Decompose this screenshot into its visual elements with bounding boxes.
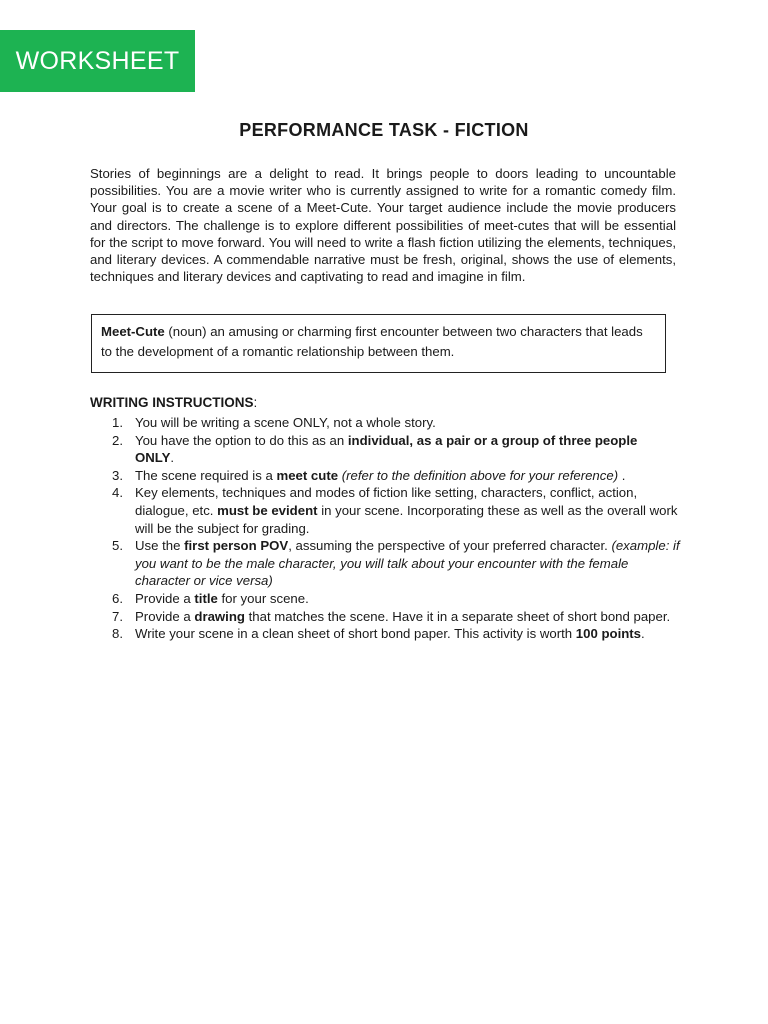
page-title: PERFORMANCE TASK - FICTION xyxy=(239,120,529,140)
instruction-text: , assuming the perspective of your preferred character. xyxy=(288,538,612,554)
instruction-note: (refer to the definition above for your reference) xyxy=(341,467,619,483)
definition-term: Meet-Cute xyxy=(101,324,165,339)
definition-box xyxy=(91,314,666,373)
instruction-text: Use the xyxy=(135,538,185,554)
instruction-text: Provide a xyxy=(135,608,195,624)
instruction-text: for your scene. xyxy=(217,590,309,606)
instruction-text: that matches the scene. Have it in a separate sheet of short bond paper. xyxy=(244,608,671,624)
instruction-text: You will be writing a scene ONLY, not a whole story. xyxy=(135,415,436,430)
instruction-emphasis: individual, as a pair or a group of three people ONLY xyxy=(135,432,638,466)
instruction-text: in your scene. Incorporating these as well as the overall work will be the subject for grading. xyxy=(135,502,678,536)
instruction-emphasis: meet cute xyxy=(276,467,339,483)
instruction-number: 5. xyxy=(112,538,123,554)
instructions-heading xyxy=(90,395,257,410)
instruction-number: 2. xyxy=(112,432,123,448)
instruction-item xyxy=(90,484,680,537)
instruction-item xyxy=(90,537,680,590)
instruction-text: . xyxy=(170,450,175,466)
instruction-text: . xyxy=(641,626,645,642)
instruction-item xyxy=(90,590,680,608)
instruction-number: 1. xyxy=(112,415,123,430)
instruction-number: 6. xyxy=(112,590,123,606)
instruction-text: Provide a xyxy=(135,590,195,606)
instruction-emphasis: 100 points xyxy=(575,626,642,642)
instruction-number: 7. xyxy=(112,608,123,624)
instruction-item xyxy=(90,608,680,626)
instruction-text: The scene required is a xyxy=(135,467,277,483)
instruction-item xyxy=(90,432,680,467)
intro-paragraph: Stories of beginnings are a delight to read. It brings people to doors leading to uncountable possibilities. You are a movie writer who is currently assigned to write for a romantic comedy film. Your goal is to create a scene of a Meet-Cute. Your target audience include the movie producers and directors. The challenge is to explore different possibilities of meet-cutes that will be essential for the script to move forward. You will need to write a flash fiction utilizing the elements, techniques, and literary devices. A commendable narrative must be fresh, original, shows the use of elements, techniques and literary devices and captivating to read and imagine in film. xyxy=(90,166,676,285)
instruction-number: 3. xyxy=(112,467,123,483)
instruction-emphasis: first person POV xyxy=(184,538,289,554)
instruction-text: Key elements, techniques and modes of fiction like setting, characters, conflict, action, dialogue, etc. xyxy=(135,485,638,518)
instruction-emphasis: must be evident xyxy=(217,502,318,518)
instruction-emphasis: title xyxy=(194,590,218,606)
instruction-item xyxy=(90,467,680,485)
instruction-text: Write your scene in a clean sheet of short bond paper. This activity is worth xyxy=(135,626,576,642)
instruction-item xyxy=(90,414,680,432)
instructions-heading-colon: : xyxy=(253,395,258,410)
instruction-emphasis: drawing xyxy=(194,608,245,624)
instruction-text: You have the option to do this as an xyxy=(135,432,348,448)
instructions-list xyxy=(90,414,680,643)
worksheet-badge: WORKSHEET xyxy=(0,30,195,92)
definition-text: (noun) an amusing or charming first encounter between two characters that leads to the development of a romantic relationship between them. xyxy=(101,324,643,359)
instructions-heading-label: WRITING INSTRUCTIONS xyxy=(90,395,254,410)
instruction-item xyxy=(90,625,680,643)
instruction-number: 8. xyxy=(112,626,123,642)
instruction-text: . xyxy=(618,467,626,483)
instruction-number: 4. xyxy=(112,485,123,501)
instruction-note: (example: if you want to be the male character, you will talk about your encounter with the female character or vice versa) xyxy=(135,538,680,589)
